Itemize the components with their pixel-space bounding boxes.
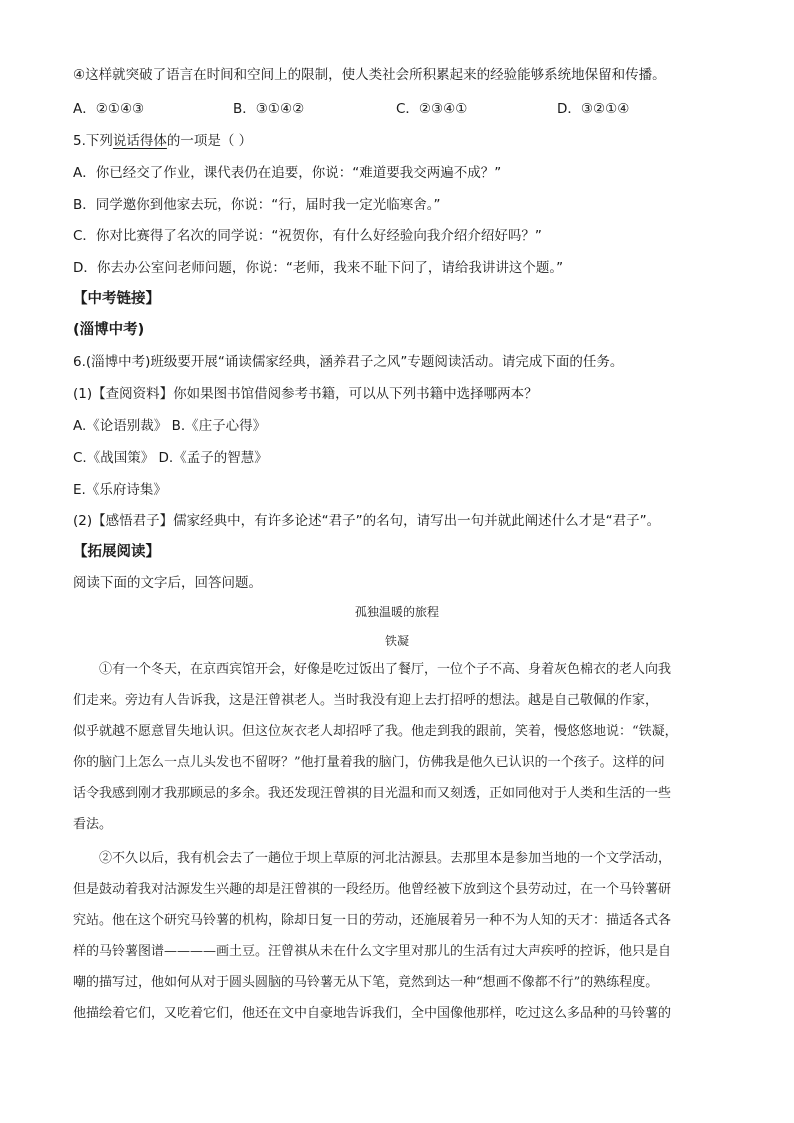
article-para2-line5: 嘲的描写过，他如何从对于圆头圆脑的马铃薯无从下笔，竟然到达一种“想画不像都不行”的熟练程度。 [73,975,659,990]
article-para2-line6: 他描绘着它们，又吃着它们，他还在文中自豪地告诉我们，全中国像他那样，吃过这么多品种的马铃薯的 [73,1006,672,1021]
article-para2-line1: ②不久以后，我有机会去了一趟位于坝上草原的河北沽源县。去那里本是参加当地的一个文学活动， [99,851,672,866]
reading-intro: 阅读下面的文字后，回答问题。 [73,575,262,591]
section-zhongkao-heading: 【中考链接】 [73,291,160,307]
article-para2-line4: 样的马铃薯图谱————画土豆。汪曾祺从未在什么文字里对那儿的生活有过大声疾呼的控诉，他只是自 [73,944,672,959]
section-tuozhan-heading: 【拓展阅读】 [73,544,160,560]
article-para1-line3: 似乎就越不愿意冒失地认识。但这位灰衣老人却招呼了我。他走到我的跟前，笑着，慢悠悠地说：“铁凝， [73,724,678,739]
article-para1-line2: 们走来。旁边有人告诉我，这是汪曾祺老人。当时我没有迎上去打招呼的想法。越是自己敬佩的作家， [73,693,659,708]
q4-option-c: C．②③④① [396,101,468,117]
article-para2-line2: 但是鼓动着我对沽源发生兴趣的却是汪曾祺的一段经历。他曾经被下放到这个县劳动过，在一个马铃薯研 [73,882,672,897]
q5-option-a: A．你已经交了作业，课代表仍在追要，你说：“难道要我交两遍不成？” [73,165,502,181]
article-para1-line5: 话令我感到刚才我那顾忌的多余。我还发现汪曾祺的目光温和而又刻透，正如同他对于人类和生活的一些 [73,786,672,801]
article-para1-line4: 你的脑门上怎么一点儿头发也不留呀？”他打量着我的脑门，仿佛我是他久已认识的一个孩子。这样的问 [73,755,665,770]
q6-stem: 6.(淄博中考)班级要开展“诵读儒家经典，涵养君子之风”专题阅读活动。请完成下面的任务。 [73,354,624,370]
q5-suffix: 的一项是（ ） [166,133,253,149]
q4-option-d: D．③②①④ [557,101,630,117]
q4-statement-4: ④这样就突破了语言在时间和空间上的限制，使人类社会所积累起来的经验能够系统地保留和传播。 [73,67,666,83]
q4-option-b: B．③①④② [233,101,305,117]
q5-prefix: 5.下列 [73,133,113,149]
q5-option-c: C．你对比赛得了名次的同学说：“祝贺你，有什么好经验向我介绍介绍好吗？” [73,228,542,244]
q6-books-row2: C.《战国策》 D.《孟子的智慧》 [73,450,268,466]
article-para1-line6: 看法。 [73,817,113,832]
q5-underlined: 说话得体 [112,133,167,149]
q5-option-b: B．同学邀你到他家去玩，你说：“行，届时我一定光临寒舍。” [73,197,441,213]
article-author: 铁凝 [384,634,409,648]
article-title: 孤独温暖的旅程 [354,605,439,619]
q5-option-d: D．你去办公室问老师问题，你说：“老师，我来不耻下问了，请给我讲讲这个题。” [73,260,564,276]
article-para2-line3: 究站。他在这个研究马铃薯的机构，除却日复一日的劳动，还施展着另一种不为人知的天才：描适各式各 [73,913,672,928]
q6-sub1: (1)【查阅资料】你如果图书馆借阅参考书籍，可以从下列书籍中选择哪两本？ [73,386,538,402]
q6-books-row1: A.《论语别裁》 B.《庄子心得》 [73,418,267,434]
zibo-label: (淄博中考) [73,322,145,338]
q4-option-a: A．②①④③ [73,101,145,117]
q5-stem [73,132,252,150]
q6-sub2: (2)【感悟君子】儒家经典中，有许多论述“君子”的名句，请写出一句并就此阐述什么才是“君子”。 [73,513,661,529]
q6-books-row3: E.《乐府诗集》 [73,482,167,498]
article-para1-line1: ①有一个冬天，在京西宾馆开会，好像是吃过饭出了餐厅，一位个子不高、身着灰色棉衣的老人向我 [99,662,672,677]
